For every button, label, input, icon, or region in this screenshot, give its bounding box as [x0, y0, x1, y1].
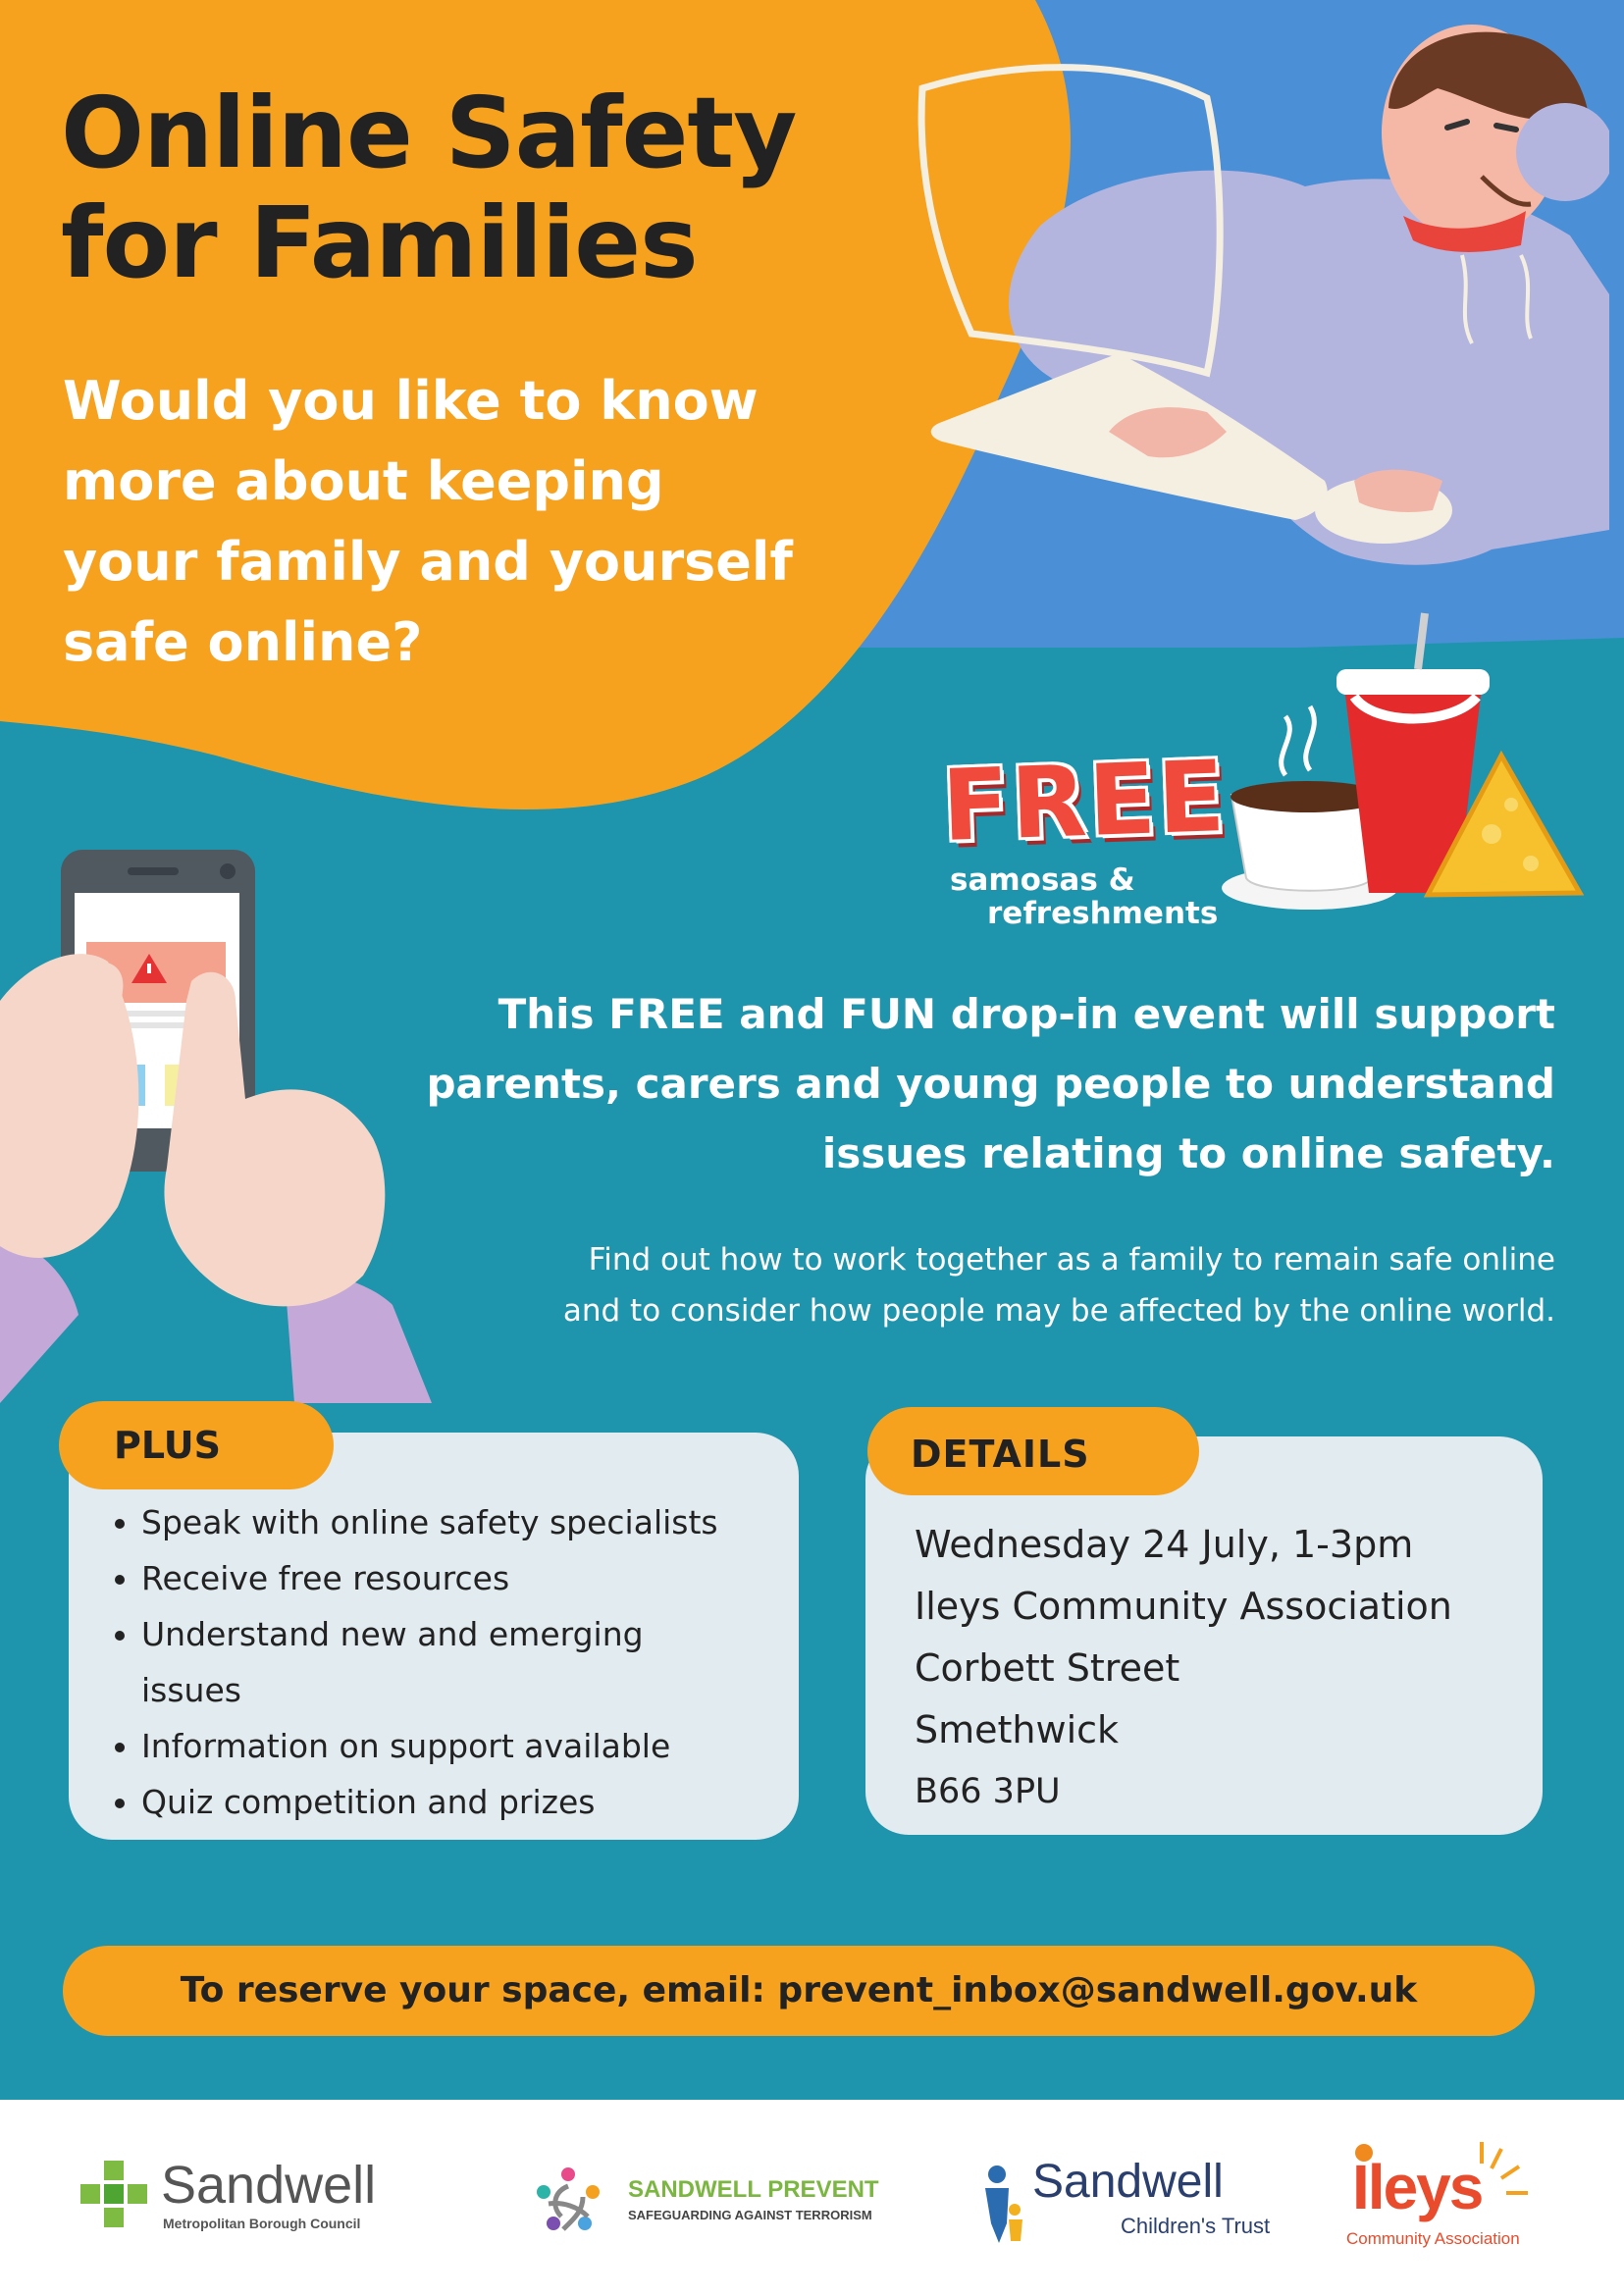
intro-line-1: This FREE and FUN drop-in event will support: [498, 990, 1555, 1038]
title-line-2: for Families: [61, 185, 698, 300]
childrens-trust-name: Sandwell: [1032, 2156, 1224, 2208]
free-badge-line-2: refreshments: [987, 896, 1219, 931]
list-item: • Understand new and emerging issues: [141, 1606, 730, 1718]
event-venue: Ileys Community Association: [915, 1585, 1452, 1628]
sandwell-cross-icon: [80, 2161, 149, 2229]
footer-logos: [0, 2100, 1624, 2296]
steam-icon: [1282, 706, 1315, 775]
refreshments-illustration: [1217, 608, 1590, 922]
free-badge-subtext: [950, 863, 1244, 930]
prevent-name: SANDWELL PREVENT: [628, 2176, 879, 2203]
phone-illustration: [0, 844, 451, 1403]
poster-subtitle: [63, 361, 867, 683]
sandwell-council-sub: Metropolitan Borough Council: [163, 2216, 361, 2231]
find-out-line-1: Find out how to work together as a family to remain safe online: [588, 1242, 1555, 1278]
plus-list: [98, 1494, 828, 1830]
poster-title: [61, 78, 924, 298]
subtitle-line-4: safe online?: [63, 611, 423, 673]
event-town: Smethwick: [915, 1708, 1120, 1751]
ileys-logo: [1344, 2139, 1541, 2257]
prevent-people-icon: [524, 2163, 612, 2241]
intro-line-3: issues relating to online safety.: [821, 1129, 1555, 1177]
ileys-sub: Community Association: [1346, 2229, 1520, 2248]
list-item: • Information on support available: [141, 1718, 828, 1774]
reserve-banner: To reserve your space, email: prevent_inbox@sandwell.gov.uk: [63, 1946, 1535, 2036]
free-badge-word: FREE: [940, 738, 1229, 864]
list-item: • Speak with online safety specialists: [141, 1494, 828, 1550]
subtitle-line-1: Would you like to know: [63, 370, 759, 432]
childrens-trust-sub: Children's Trust: [1121, 2214, 1271, 2238]
list-item: • Receive free resources: [141, 1550, 828, 1606]
find-out-line-2: and to consider how people may be affected by the online world.: [562, 1293, 1555, 1329]
event-street: Corbett Street: [915, 1646, 1180, 1690]
family-icon: [977, 2165, 1026, 2243]
gamer-illustration: [883, 20, 1609, 608]
subtitle-line-2: more about keeping: [63, 450, 664, 512]
event-date: Wednesday 24 July, 1-3pm: [915, 1523, 1414, 1566]
sandwell-prevent-logo: [524, 2163, 917, 2241]
list-item: • Quiz competition and prizes: [141, 1774, 828, 1830]
sandwell-council-logo: [80, 2155, 414, 2243]
ileys-name: Ileys: [1352, 2152, 1483, 2222]
intro-line-2: parents, carers and young people to understand: [426, 1060, 1555, 1108]
title-line-1: Online Safety: [61, 76, 797, 190]
event-postcode: B66 3PU: [915, 1772, 1061, 1811]
right-hand: [1354, 470, 1442, 512]
details-heading: DETAILS: [867, 1407, 1199, 1495]
left-sleeve: [0, 1236, 79, 1403]
subtitle-line-3: your family and yourself: [63, 531, 793, 593]
free-badge-line-1: samosas &: [950, 862, 1135, 898]
sandwell-council-name: Sandwell: [161, 2156, 377, 2215]
right-hand: [164, 972, 385, 1307]
plus-heading: PLUS: [59, 1401, 334, 1489]
prevent-sub: SAFEGUARDING AGAINST TERRORISM: [628, 2208, 872, 2222]
find-out-text: [432, 1234, 1555, 1336]
intro-text: [422, 979, 1555, 1188]
childrens-trust-logo: [977, 2155, 1291, 2253]
details-text: [915, 1514, 1523, 1823]
